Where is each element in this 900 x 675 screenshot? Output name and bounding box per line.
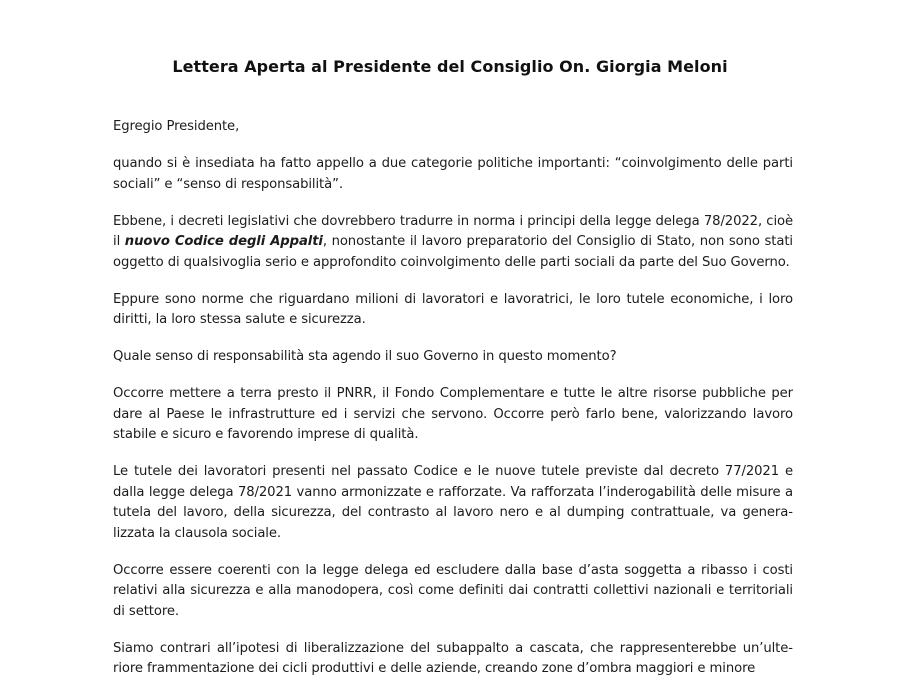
paragraph-8: Siamo contrari all’ipotesi di liberalizzazione del subappalto a cascata, che rappresenterebbe un’ulteriore frammentazione dei cicli produttivi e delle aziende, creando zone d’ombra maggiori e minore (113, 640, 793, 675)
paragraph-3: Eppure sono norme che riguardano milioni di lavoratori e lavoratrici, le loro tutele economiche, i loro diritti, la loro stessa salute e sicurezza. (113, 291, 793, 327)
salutation: Egregio Presidente, (113, 119, 240, 134)
paragraph-2 (113, 212, 793, 274)
letter-title: Lettera Aperta al Presidente del Consiglio On. Giorgia Meloni (172, 57, 728, 76)
paragraph-2-text-before: Ebbene, i decreti legislativi che dovrebbero tradurre in norma i principi della legge delega 78/2022, cioè il (113, 213, 793, 249)
paragraph-5: Occorre mettere a terra presto il PNRR, il Fondo Complementare e tutte le altre risorse pubbliche per dare al Paese le infrastrutture ed i servizi che servono. Occorre però farlo bene, valorizzando lavoro stabile e sicuro e favorendo imprese di qualità. (113, 386, 793, 442)
paragraph-6: Le tutele dei lavoratori presenti nel passato Codice e le nuove tutele previste dal decreto 77/2021 e dalla legge delega 78/2021 vanno armonizzate e rafforzate. Va rafforzata l’inderogabilità delle misure a tutela del lavoro, della sicurezza, del contrasto al lavoro nero e al dumping contrattuale, va generalizzata la clausola sociale. (113, 464, 793, 541)
code-name-emphasis: nuovo Codice degli Appalti (124, 234, 323, 249)
paragraph-4: Quale senso di responsabilità sta agendo il suo Governo in questo momento? (113, 349, 617, 364)
letter-body (113, 117, 793, 675)
paragraph-7: Occorre essere coerenti con la legge delega ed escludere dalla base d’asta soggetta a ribasso i costi relativi alla sicurezza e alla manodopera, così come definiti dai contratti collettivi nazionali e territoriali di settore. (113, 562, 793, 619)
paragraph-2-text-after: , nonostante il lavoro preparatorio del Consiglio di Stato, non sono stati oggetto di qualsivoglia serio e approfondito coinvolgimento delle parti sociali da parte del Suo Governo. (113, 234, 793, 270)
paragraph-1: quando si è insediata ha fatto appello a due categorie politiche importanti: “coinvolgimento delle parti sociali” e “senso di responsabilità”. (113, 156, 793, 192)
